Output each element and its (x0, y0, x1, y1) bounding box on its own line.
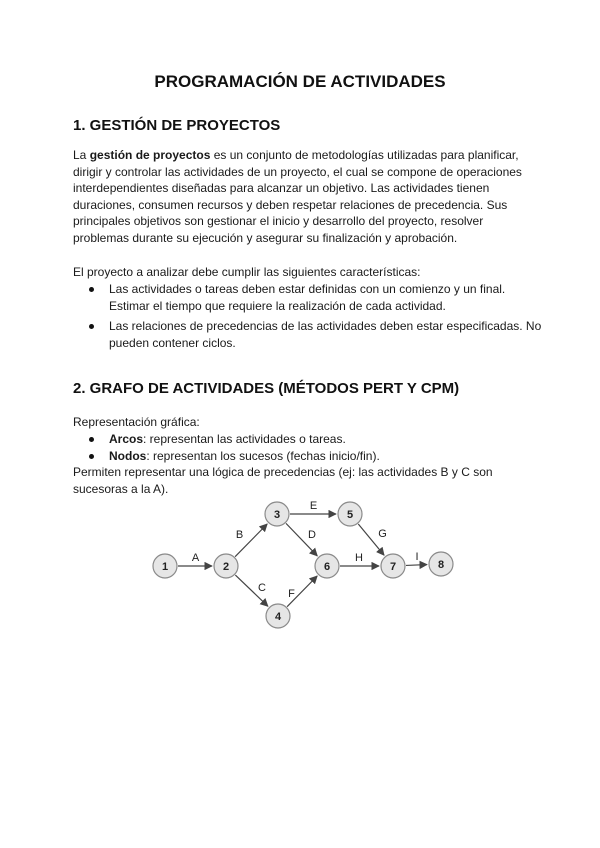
paragraph-prefix: La (73, 148, 90, 162)
paragraph-representation-intro: Representación gráfica: (73, 415, 200, 429)
bold-term-gestion: gestión de proyectos (89, 148, 211, 162)
bullet-icon (89, 437, 94, 442)
edge-label-i: I (415, 551, 419, 563)
list-item-text: : representan los sucesos (fechas inicio/fin). (146, 448, 380, 463)
graph-node-label-7: 7 (389, 561, 397, 573)
list-item (73, 281, 543, 314)
graph-node-label-4: 4 (274, 611, 282, 623)
edge-label-a: A (191, 552, 200, 564)
bold-term-nodos: Nodos (109, 448, 147, 463)
graph-node-label-6: 6 (323, 561, 331, 573)
section-heading-grafo: 2. GRAFO DE ACTIVIDADES (MÉTODOS PERT Y CPM) (73, 380, 460, 397)
page-title: PROGRAMACIÓN DE ACTIVIDADES (154, 72, 446, 91)
paragraph-gestion-definition (73, 147, 533, 246)
bullet-icon (89, 324, 94, 329)
edge-label-g: G (378, 528, 387, 540)
list-item-text: Las relaciones de precedencias de las actividades deben estar especificadas. No pueden contener ciclos. (109, 319, 542, 350)
list-item-text: Las actividades o tareas deben estar definidas con un comienzo y un final. Estimar el tiempo que requiere la realización de cada actividad. (109, 282, 506, 313)
graph-node-label-3: 3 (273, 509, 281, 521)
edge-label-b: B (235, 529, 244, 541)
bullet-icon (89, 287, 94, 292)
list-item (73, 431, 543, 448)
bold-term-arcos: Arcos (109, 432, 144, 446)
edge-label-c: C (258, 582, 266, 594)
list-item (73, 448, 543, 465)
representation-list (73, 431, 543, 464)
edge-label-h: H (355, 552, 363, 564)
list-item (73, 318, 543, 351)
graph-node-label-2: 2 (222, 561, 230, 573)
paragraph-characteristics-intro: El proyecto a analizar debe cumplir las siguientes características: (73, 265, 421, 279)
edge-arrow-i (406, 565, 427, 566)
graph-node-label-5: 5 (346, 509, 354, 521)
graph-node-label-8: 8 (437, 559, 445, 571)
edge-label-e: E (309, 500, 318, 512)
bullet-icon (89, 454, 94, 459)
paragraph-precedence: Permiten representar una lógica de precedencias (ej: las actividades B y C son sucesoras a la A). (73, 465, 493, 496)
characteristics-list (73, 281, 543, 355)
pert-activity-graph (140, 490, 470, 635)
edge-label-f: F (288, 588, 295, 600)
edge-label-d: D (308, 529, 316, 541)
list-item-text: : representan las actividades o tareas. (143, 432, 346, 446)
paragraph-rest: es un conjunto de metodologías utilizadas para planificar, dirigir y controlar las actividades de un proyecto, el cual se compone de operaciones interdependientes diseñadas para alcanzar un objetivo. Las actividades tienen duraciones, consumen recursos y deben respetar relaciones de precedencia. Sus principales objetivos son gestionar el inicio y desarrollo del proyecto, resolver problemas durante su ejecución y asegurar su finalización y aprobación. (73, 148, 522, 245)
graph-node-label-1: 1 (161, 561, 169, 573)
section-heading-gestion: 1. GESTIÓN DE PROYECTOS (73, 117, 281, 134)
